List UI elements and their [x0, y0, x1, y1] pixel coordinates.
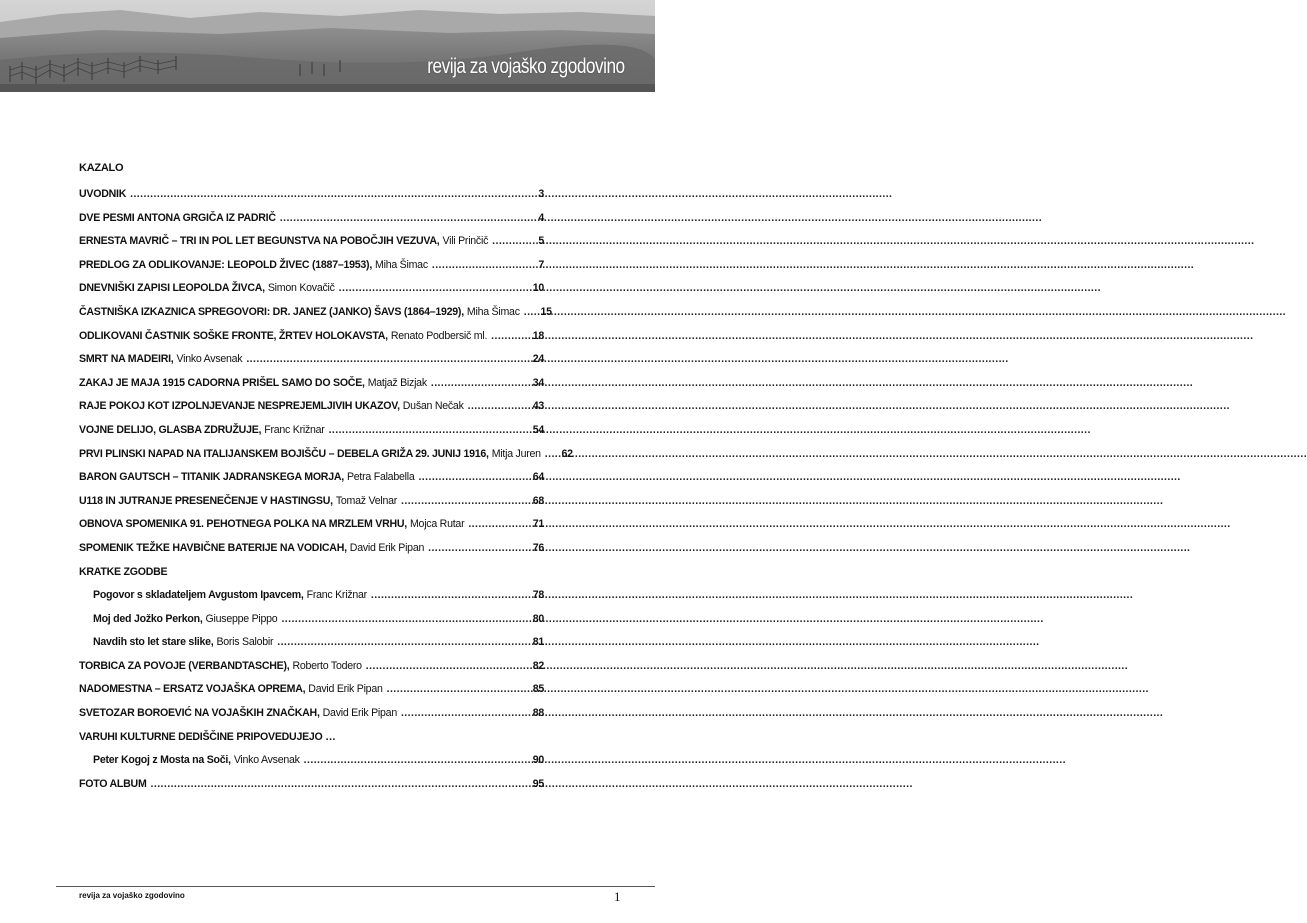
entry-author: Petra Falabella: [346, 471, 415, 484]
entry-page: 7: [538, 258, 544, 271]
entry-page: 88: [532, 707, 544, 720]
entry-page: 78: [532, 589, 544, 602]
entry-page: 95: [532, 777, 544, 790]
footer-journal-name: revija za vojaško zgodovino: [79, 891, 185, 900]
footer-page-number: 1: [614, 889, 621, 904]
toc-entry: [79, 395, 544, 419]
entry-title: UVODNIK: [79, 188, 127, 200]
section-title: KRATKE ZGODBE: [79, 565, 168, 578]
toc-entry: [79, 655, 544, 679]
entry-title: Peter Kogoj z Mosta na Soči,: [93, 754, 231, 767]
entry-page: 43: [532, 400, 544, 413]
dot-leader: [387, 678, 528, 702]
entry-title: ČASTNIŠKA IZKAZNICA SPREGOVORI: DR. JANEZ (JANKO) ŠAVS (1864–1929),: [79, 305, 464, 318]
dot-leader: [281, 608, 528, 632]
entry-title: DNEVNIŠKI ZAPISI LEOPOLDA ŽIVCA,: [79, 282, 265, 295]
entry-title: Moj ded Jožko Perkon,: [93, 612, 203, 625]
entry-author: Vinko Avsenak: [176, 353, 243, 366]
entry-page: 15: [540, 305, 552, 318]
toc-entry: [79, 537, 544, 561]
section-title: VARUHI KULTURNE DEDIŠČINE PRIPOVEDUJEJO …: [79, 730, 336, 743]
toc-entry: [79, 183, 544, 207]
dot-leader: [339, 277, 528, 301]
toc-entry: [79, 490, 544, 514]
table-of-contents: [79, 160, 573, 796]
entry-author: Miha Šimac: [466, 305, 520, 318]
entry-author: Mojca Rutar: [409, 518, 465, 531]
entry-title: Pogovor s skladateljem Avgustom Ipavcem,: [93, 589, 304, 602]
toc-entry: [79, 230, 544, 254]
dot-leader: [428, 537, 528, 561]
entry-title: RAJE POKOJ KOT IZPOLNJEVANJE NESPREJEMLJIVIH UKAZOV,: [79, 400, 400, 413]
entry-page: 62: [561, 447, 573, 460]
entry-title: VOJNE DELIJO, GLASBA ZDRUŽUJE,: [79, 423, 262, 436]
dot-leader: [401, 490, 528, 514]
dot-leader: [246, 348, 528, 372]
entry-author: Miha Šimac: [375, 258, 428, 271]
toc-entry: [79, 443, 573, 467]
entry-title: Navdih sto let stare slike,: [93, 636, 214, 649]
dot-leader: [304, 749, 528, 773]
entry-page: 82: [532, 659, 544, 672]
dot-leader: [418, 466, 528, 490]
entry-page: 71: [532, 518, 544, 531]
footer-divider: [56, 886, 655, 887]
entry-title: FOTO ALBUM: [79, 777, 147, 790]
dot-leader: [524, 301, 536, 325]
entry-author: Roberto Todero: [292, 659, 362, 672]
entry-author: David Erik Pipan: [308, 683, 383, 696]
entry-title: ODLIKOVANI ČASTNIK SOŠKE FRONTE, ŽRTEV HOLOKAVSTA,: [79, 329, 388, 342]
toc-entry: [79, 277, 544, 301]
entry-author: Dušan Nečak: [402, 400, 464, 413]
toc-entry: [79, 584, 544, 608]
entry-author: Renato Podbersič ml.: [390, 329, 488, 342]
entry-author: Vili Prinčič: [442, 235, 489, 248]
entry-title: BARON GAUTSCH – TITANIK JADRANSKEGA MORJA,: [79, 471, 344, 484]
entry-page: 90: [532, 754, 544, 767]
entry-page: 64: [532, 471, 544, 484]
dot-leader: [329, 419, 528, 443]
toc-entry: [79, 348, 544, 372]
dot-leader: [491, 325, 528, 349]
entry-title: NADOMESTNA – ERSATZ VOJAŠKA OPREMA,: [79, 683, 306, 696]
toc-entry: [79, 773, 544, 797]
entry-page: 4: [538, 211, 544, 224]
entry-author: Franc Križnar: [306, 589, 367, 602]
entry-title: ERNESTA MAVRIČ – TRI IN POL LET BEGUNSTVA NA POBOČJIH VEZUVA,: [79, 235, 440, 248]
entry-page: 54: [532, 423, 544, 436]
header-banner-photo: [0, 0, 655, 92]
dot-leader: [468, 513, 528, 537]
dot-leader: [130, 183, 528, 207]
entry-title: DVE PESMI ANTONA GRGIČA IZ PADRIČ: [79, 211, 276, 224]
entry-title: OBNOVA SPOMENIKA 91. PEHOTNEGA POLKA NA MRZLEM VRHU,: [79, 518, 407, 531]
dot-leader: [371, 584, 528, 608]
entry-page: 68: [532, 494, 544, 507]
entry-title: U118 IN JUTRANJE PRESENEČENJE V HASTINGSU,: [79, 494, 333, 507]
entry-author: Tomaž Velnar: [335, 494, 398, 507]
entry-author: Matjaž Bizjak: [367, 376, 427, 389]
toc-entry: [79, 419, 544, 443]
toc-entry: [79, 207, 544, 231]
entry-page: 24: [532, 353, 544, 366]
dot-leader: [280, 207, 528, 231]
dot-leader: [492, 230, 528, 254]
toc-entry: [79, 631, 544, 655]
toc-entry: [79, 702, 544, 726]
toc-entry: [79, 513, 544, 537]
entry-author: Boris Salobir: [216, 636, 274, 649]
dot-leader: [431, 372, 528, 396]
entry-author: Vinko Avsenak: [233, 754, 300, 767]
toc-entry: [79, 325, 544, 349]
entry-page: 18: [532, 329, 544, 342]
toc-entry: [79, 372, 544, 396]
entry-page: 80: [532, 612, 544, 625]
entry-title: TORBICA ZA POVOJE (VERBANDTASCHE),: [79, 659, 290, 672]
entry-page: 81: [532, 636, 544, 649]
entry-page: 76: [532, 541, 544, 554]
entry-title: SMRT NA MADEIRI,: [79, 353, 174, 366]
dot-leader: [545, 443, 557, 467]
toc-section-heading: [79, 726, 544, 750]
entry-author: Simon Kovačič: [267, 282, 335, 295]
entry-page: 85: [532, 683, 544, 696]
entry-page: 3: [538, 188, 544, 200]
entry-author: Mitja Juren: [491, 447, 541, 460]
dot-leader: [401, 702, 528, 726]
entry-title: PREDLOG ZA ODLIKOVANJE: LEOPOLD ŽIVEC (1887–1953),: [79, 258, 373, 271]
toc-entry: [79, 749, 544, 773]
entry-title: SVETOZAR BOROEVIĆ NA VOJAŠKIH ZNAČKAH,: [79, 707, 320, 720]
entry-title: PRVI PLINSKI NAPAD NA ITALIJANSKEM BOJIŠČU – DEBELA GRIŽA 29. JUNIJ 1916,: [79, 447, 489, 460]
entry-author: Franc Križnar: [264, 423, 325, 436]
entry-page: 10: [532, 282, 544, 295]
entry-author: David Erik Pipan: [349, 541, 425, 554]
dot-leader: [432, 254, 528, 278]
toc-entry: [79, 254, 544, 278]
journal-title: revija za vojaško zgodovino: [427, 55, 625, 78]
entry-title: ZAKAJ JE MAJA 1915 CADORNA PRIŠEL SAMO DO SOČE,: [79, 376, 365, 389]
toc-entry: [79, 466, 544, 490]
dot-leader: [277, 631, 528, 655]
entry-author: Giuseppe Pippo: [205, 612, 278, 625]
dot-leader: [366, 655, 528, 679]
entry-title: SPOMENIK TEŽKE HAVBIČNE BATERIJE NA VODICAH,: [79, 541, 347, 554]
dot-leader: [468, 395, 528, 419]
dot-leader: [151, 773, 528, 797]
toc-heading: KAZALO: [79, 162, 124, 174]
entry-author: David Erik Pipan: [322, 707, 397, 720]
entry-page: 5: [538, 235, 544, 248]
toc-entry: [79, 608, 544, 632]
toc-entry: [79, 678, 544, 702]
toc-entry: [79, 301, 552, 325]
toc-section-heading: [79, 561, 544, 585]
entry-page: 34: [532, 376, 544, 389]
